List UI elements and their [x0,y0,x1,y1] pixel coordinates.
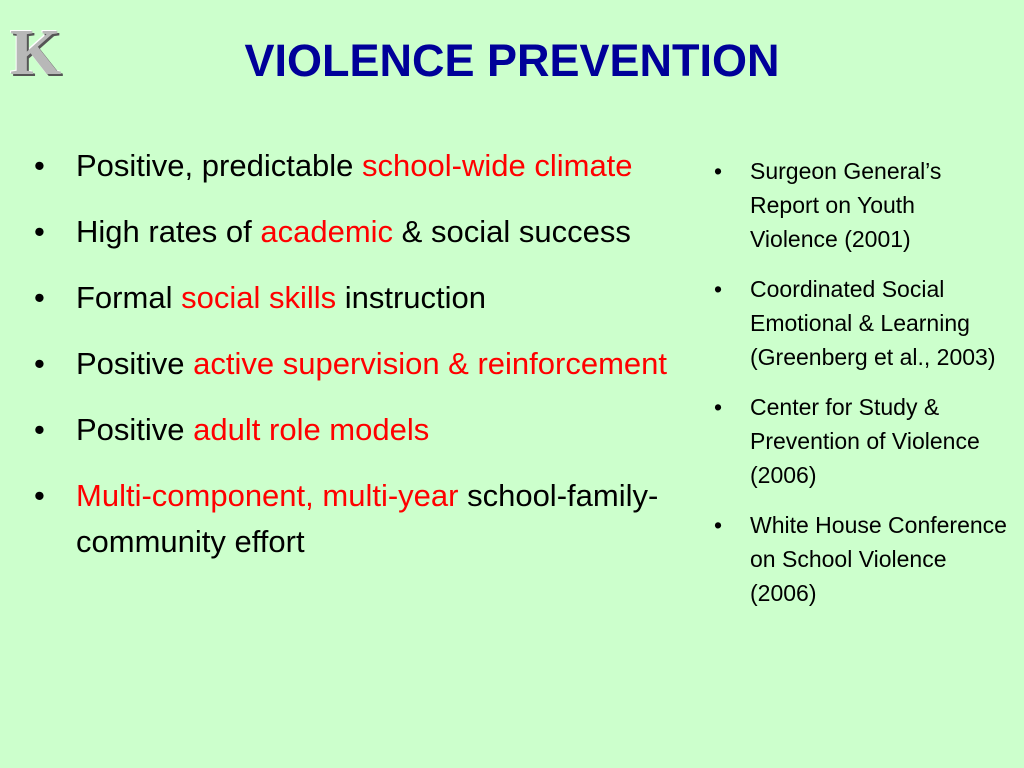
main-bullet-text-after: school-family-community effort [76,478,659,559]
bullet-icon: • [34,478,45,513]
main-bullet-item [30,407,680,453]
main-bullet-text: Positive, predictable [76,148,363,183]
main-bullet-text: Positive [76,346,194,381]
reference-item [708,154,1008,256]
bullet-icon: • [714,158,723,184]
main-bullet-text: High rates of [76,214,261,249]
main-bullet-text: Positive [76,412,194,447]
main-bullet-item [30,275,680,321]
main-bullet-text: Formal [76,280,182,315]
main-bullet-highlight: active supervision & reinforcement [193,346,667,381]
reference-text: White House Conference on School Violence (2006) [750,512,1007,606]
main-bullet-item [30,143,680,189]
main-bullet-item [30,473,680,565]
bullet-icon: • [34,214,45,249]
bullet-icon: • [34,346,45,381]
reference-text: Surgeon General’s Report on Youth Violence (2001) [750,158,942,252]
slide-title: VIOLENCE PREVENTION [244,35,780,86]
reference-text: Center for Study & Prevention of Violence (2006) [750,394,980,488]
main-bullet-text-after: instruction [336,280,487,315]
main-bullet-list [30,143,680,585]
main-bullet-highlight: social skills [181,280,337,315]
main-bullet-text-after: & social success [393,214,631,249]
main-bullet-highlight: school-wide climate [362,148,633,183]
reference-item [708,508,1008,610]
bullet-icon: • [34,412,45,447]
reference-text: Coordinated Social Emotional & Learning (Greenberg et al., 2003) [750,276,996,370]
main-bullet-highlight: Multi-component, multi-year [76,478,459,513]
bullet-icon: • [34,148,45,183]
k-logo: K [10,16,62,89]
bullet-icon: • [34,280,45,315]
bullet-icon: • [714,394,723,420]
main-bullet-item [30,341,680,387]
main-bullet-highlight: adult role models [193,412,430,447]
main-bullet-highlight: academic [260,214,394,249]
main-bullet-item [30,209,680,255]
reference-list [708,154,1008,626]
bullet-icon: • [714,512,723,538]
reference-item [708,272,1008,374]
reference-item [708,390,1008,492]
bullet-icon: • [714,276,723,302]
